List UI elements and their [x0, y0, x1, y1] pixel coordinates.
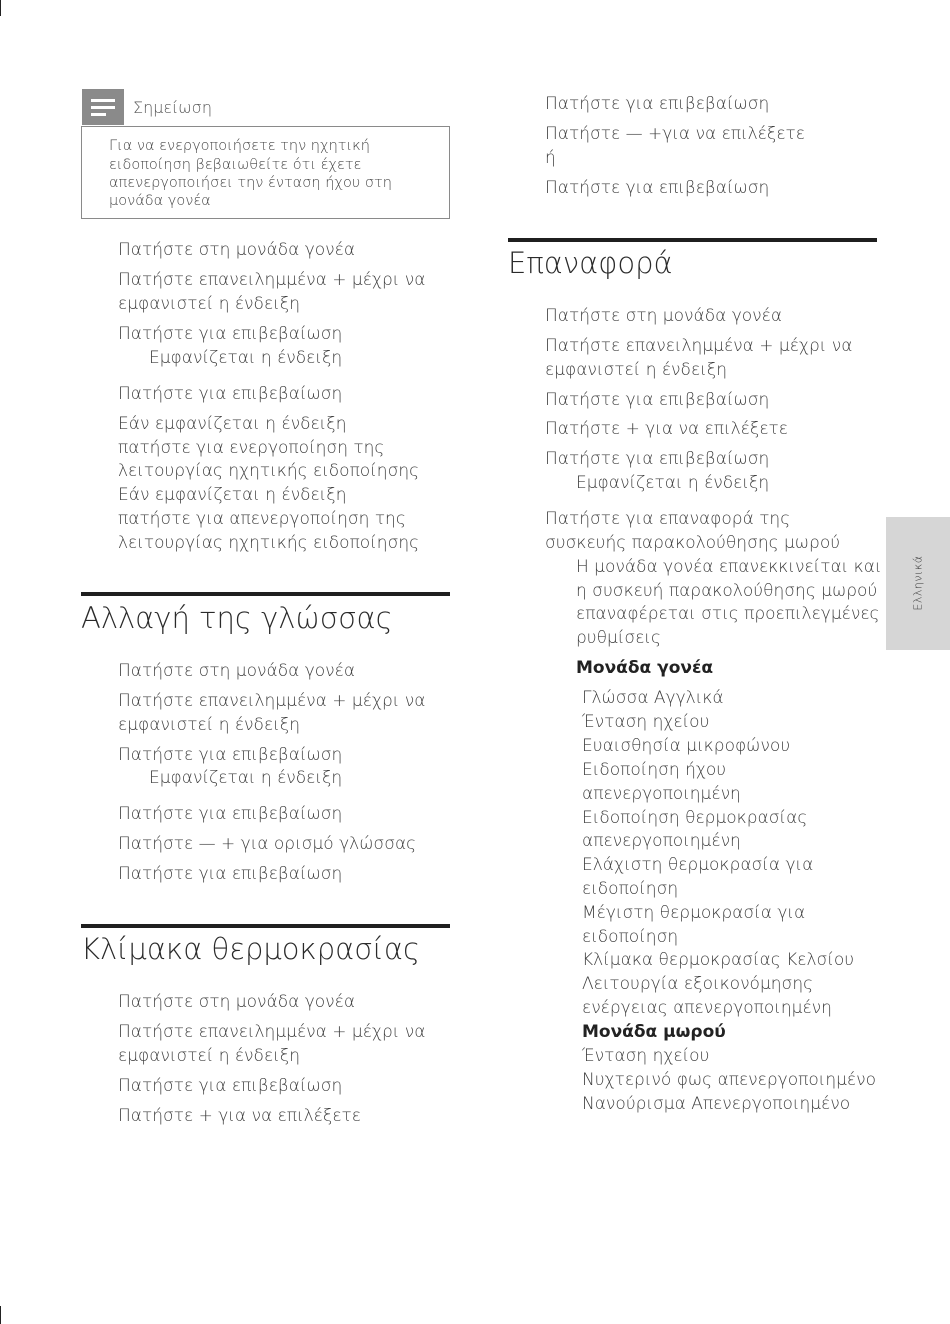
parent-unit-item: Ειδοποίηση θερμοκρασίας	[582, 808, 808, 828]
step-line: Πατήστε για επιβεβαίωση	[545, 390, 770, 410]
step-line: Πατήστε για επιβεβαίωση	[118, 1076, 343, 1096]
step-line: συσκευής παρακολούθησης μωρού	[545, 533, 841, 553]
step-line: Πατήστε για επιβεβαίωση	[118, 384, 343, 404]
note-icon	[82, 89, 124, 125]
step-line: Πατήστε στη μονάδα γονέα	[118, 992, 356, 1012]
step-line: πατήστε για ενεργοποίηση της	[118, 438, 385, 458]
step-line: εμφανιστεί η ένδειξη	[118, 1046, 300, 1066]
step-line: Πατήστε επανειλημμένα + μέχρι να	[118, 1022, 426, 1042]
step-line: εμφανιστεί η ένδειξη	[118, 715, 300, 735]
step-line: Πατήστε για επιβεβαίωση	[545, 94, 770, 114]
language-side-tab	[886, 517, 950, 650]
parent-unit-item: απενεργοποιημένη	[582, 784, 741, 804]
parent-unit-item: Λειτουργία εξοικονόμησης	[582, 974, 814, 994]
section-heading-reset: Επαναφορά	[508, 246, 673, 280]
step-line: Πατήστε για επιβεβαίωση	[118, 864, 343, 884]
parent-unit-item: Κλίμακα θερμοκρασίας Κελσίου	[582, 950, 855, 970]
step-line: Πατήστε για επιβεβαίωση	[545, 449, 770, 469]
step-line: Πατήστε — + για ορισμό γλώσσας	[118, 834, 417, 854]
parent-unit-item: ειδοποίηση	[582, 879, 679, 899]
section-heading-language: Αλλαγή της γλώσσας	[81, 601, 393, 635]
step-line: Πατήστε + για να επιλέξετε	[545, 419, 788, 439]
step-result: Εμφανίζεται η ένδειξη	[576, 473, 770, 493]
note-line: απενεργοποιήσει την ένταση ήχου στη	[109, 175, 392, 191]
step-result: ρυθμίσεις	[576, 628, 661, 648]
note-title: Σημείωση	[133, 98, 212, 117]
baby-unit-item: Ένταση ηχείου	[582, 1046, 710, 1066]
step-line: Πατήστε επανειλημμένα + μέχρι να	[545, 336, 853, 356]
step-line: Πατήστε στη μονάδα γονέα	[118, 240, 356, 260]
baby-unit-title: Μονάδα μωρού	[582, 1022, 726, 1042]
note-line: ειδοποίηση βεβαιωθείτε ότι έχετε	[109, 157, 362, 173]
parent-unit-item: Γλώσσα Αγγλικά	[582, 688, 724, 708]
step-line: Πατήστε επανειλημμένα + μέχρι να	[118, 691, 426, 711]
parent-unit-item: ενέργειας απενεργοποιημένη	[582, 998, 832, 1018]
parent-unit-title: Μονάδα γονέα	[576, 658, 714, 678]
step-line: Πατήστε στη μονάδα γονέα	[118, 661, 356, 681]
section-rule	[81, 924, 450, 928]
step-result: Εμφανίζεται η ένδειξη	[149, 768, 343, 788]
step-line: λειτουργίας ηχητικής ειδοποίησης	[118, 461, 420, 481]
step-line: Πατήστε + για να επιλέξετε	[118, 1106, 361, 1126]
step-line: ή	[545, 148, 556, 168]
language-side-tab-label: Ελληνικά	[911, 555, 925, 611]
step-line: Εάν εμφανίζεται η ένδειξη	[118, 485, 347, 505]
step-result: Εμφανίζεται η ένδειξη	[149, 348, 343, 368]
step-line: Πατήστε επανειλημμένα + μέχρι να	[118, 270, 426, 290]
section-heading-temperature: Κλίμακα θερμοκρασίας	[81, 932, 421, 966]
step-line: Πατήστε — +για να επιλέξετε	[545, 124, 805, 144]
parent-unit-item: Ένταση ηχείου	[582, 712, 710, 732]
crop-mark-top-left	[0, 0, 1, 16]
parent-unit-item: απενεργοποιημένη	[582, 831, 741, 851]
step-line: πατήστε για απενεργοποίηση της	[118, 509, 406, 529]
step-result: η συσκευή παρακολούθησης μωρού	[576, 581, 878, 601]
section-rule	[508, 238, 877, 242]
step-line: Πατήστε για επιβεβαίωση	[545, 178, 770, 198]
note-line: Για να ενεργοποιήσετε την ηχητική	[109, 138, 370, 154]
step-result: Η μονάδα γονέα επανεκκινείται και	[576, 557, 882, 577]
step-line: Πατήστε για επιβεβαίωση	[118, 324, 343, 344]
step-line: λειτουργίας ηχητικής ειδοποίησης	[118, 533, 420, 553]
step-line: Πατήστε για επαναφορά της	[545, 509, 791, 529]
step-line: Εάν εμφανίζεται η ένδειξη	[118, 414, 347, 434]
crop-mark-bottom-left	[0, 1306, 1, 1324]
section-rule	[81, 592, 450, 596]
step-line: Πατήστε στη μονάδα γονέα	[545, 306, 783, 326]
baby-unit-item: Νανούρισμα Απενεργοποιημένο	[582, 1094, 851, 1114]
parent-unit-item: Μέγιστη θερμοκρασία για	[582, 903, 806, 923]
parent-unit-item: ειδοποίηση	[582, 927, 679, 947]
parent-unit-item: Ελάχιστη θερμοκρασία για	[582, 855, 814, 875]
step-line: Πατήστε για επιβεβαίωση	[118, 745, 343, 765]
baby-unit-item: Νυχτερινό φως απενεργοποιημένο	[582, 1070, 877, 1090]
step-line: εμφανιστεί η ένδειξη	[118, 294, 300, 314]
step-line: Πατήστε για επιβεβαίωση	[118, 804, 343, 824]
note-line: μονάδα γονέα	[109, 193, 211, 209]
parent-unit-item: Ειδοποίηση ήχου	[582, 760, 727, 780]
step-result: επαναφέρεται στις προεπιλεγμένες	[576, 604, 880, 624]
step-line: εμφανιστεί η ένδειξη	[545, 360, 727, 380]
parent-unit-item: Ευαισθησία μικροφώνου	[582, 736, 791, 756]
